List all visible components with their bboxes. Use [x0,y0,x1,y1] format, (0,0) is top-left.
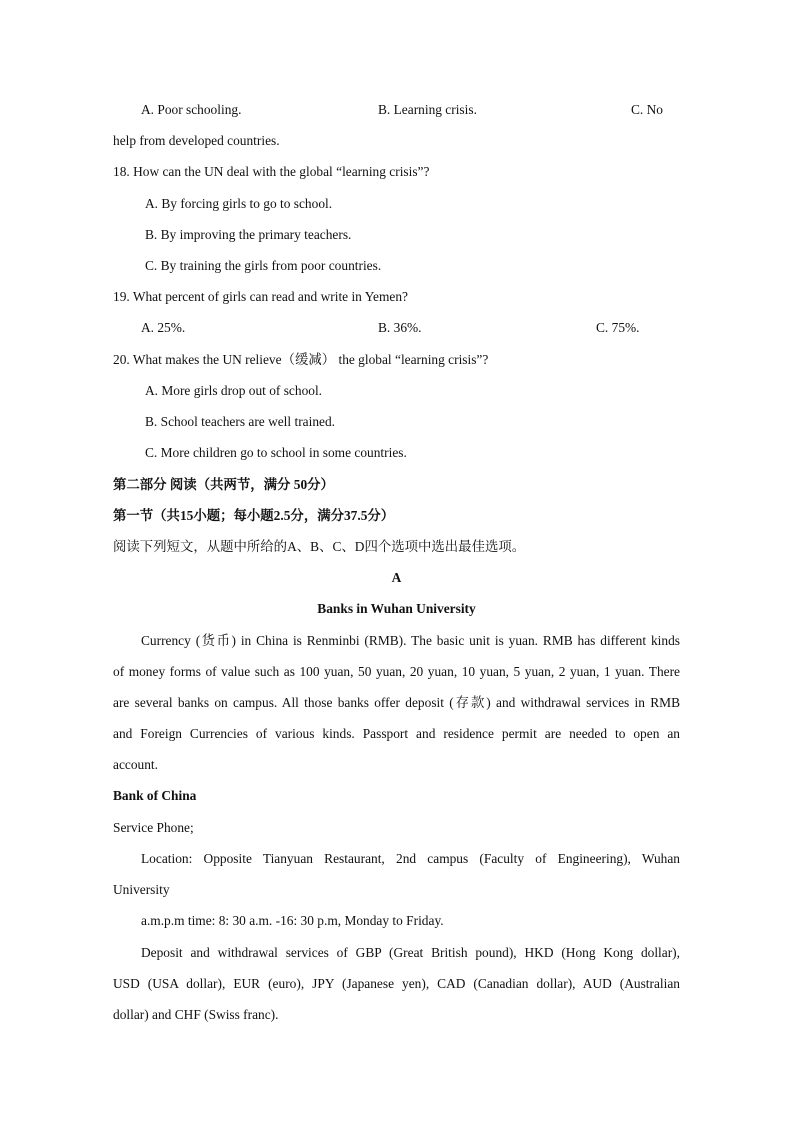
question-18: 18. How can the UN deal with the global “learning crisis”? [113,164,430,179]
location-line-2: University [113,882,170,897]
service-phone: Service Phone; [113,820,194,835]
q17-option-c: C. No [631,102,663,117]
q20-option-c: C. More children go to school in some countries. [145,445,407,460]
q18-option-a: A. By forcing girls to go to school. [145,196,333,211]
deposit-line-1: Deposit and withdrawal services of GBP (Great British pound), HKD (Hong Kong dollar), [141,945,680,960]
q18-option-c: C. By training the girls from poor countries. [145,258,382,273]
paragraph-1-line-5: account. [113,757,158,772]
location-line-1: Location: Opposite Tianyuan Restaurant, 2nd campus (Faculty of Engineering), Wuhan [141,851,680,866]
q17-option-c-continued: help from developed countries. [113,133,280,148]
part2-heading: 第二部分 阅读（共两节，满分 50分） [113,477,334,492]
section1-heading: 第一节（共15小题；每小题2.5分，满分37.5分） [113,508,395,523]
q20-option-a: A. More girls drop out of school. [145,383,323,398]
paragraph-1-line-3: are several banks on campus. All those banks offer deposit (存款) and withdrawal services in RMB [113,695,680,710]
passage-letter: A [391,570,402,585]
paragraph-1-line-2: of money forms of value such as 100 yuan, 50 yuan, 20 yuan, 10 yuan, 5 yuan, 2 yuan, 1 yuan. There [113,664,680,679]
paragraph-1-line-4: and Foreign Currencies of various kinds. Passport and residence permit are needed to open an [113,726,680,741]
passage-title: Banks in Wuhan University [317,601,476,616]
question-20: 20. What makes the UN relieve（缓减） the global “learning crisis”? [113,352,489,367]
q19-option-b: B. 36%. [378,320,422,335]
deposit-line-3: dollar) and CHF (Swiss franc). [113,1007,279,1022]
q17-option-a: A. Poor schooling. [141,102,242,117]
reading-instruction: 阅读下列短文，从题中所给的A、B、C、D四个选项中选出最佳选项。 [113,539,526,554]
q19-option-c: C. 75%. [596,320,640,335]
q20-option-b: B. School teachers are well trained. [145,414,335,429]
q19-option-a: A. 25%. [141,320,186,335]
paragraph-1-line-1: Currency (货币) in China is Renminbi (RMB). The basic unit is yuan. RMB has different kinds [141,633,680,648]
question-19: 19. What percent of girls can read and write in Yemen? [113,289,408,304]
bank-name: Bank of China [113,788,197,803]
q17-option-b: B. Learning crisis. [378,102,477,117]
q18-option-b: B. By improving the primary teachers. [145,227,352,242]
opening-hours: a.m.p.m time: 8: 30 a.m. -16: 30 p.m, Monday to Friday. [141,913,444,928]
deposit-line-2: USD (USA dollar), EUR (euro), JPY (Japanese yen), CAD (Canadian dollar), AUD (Australian [113,976,680,991]
